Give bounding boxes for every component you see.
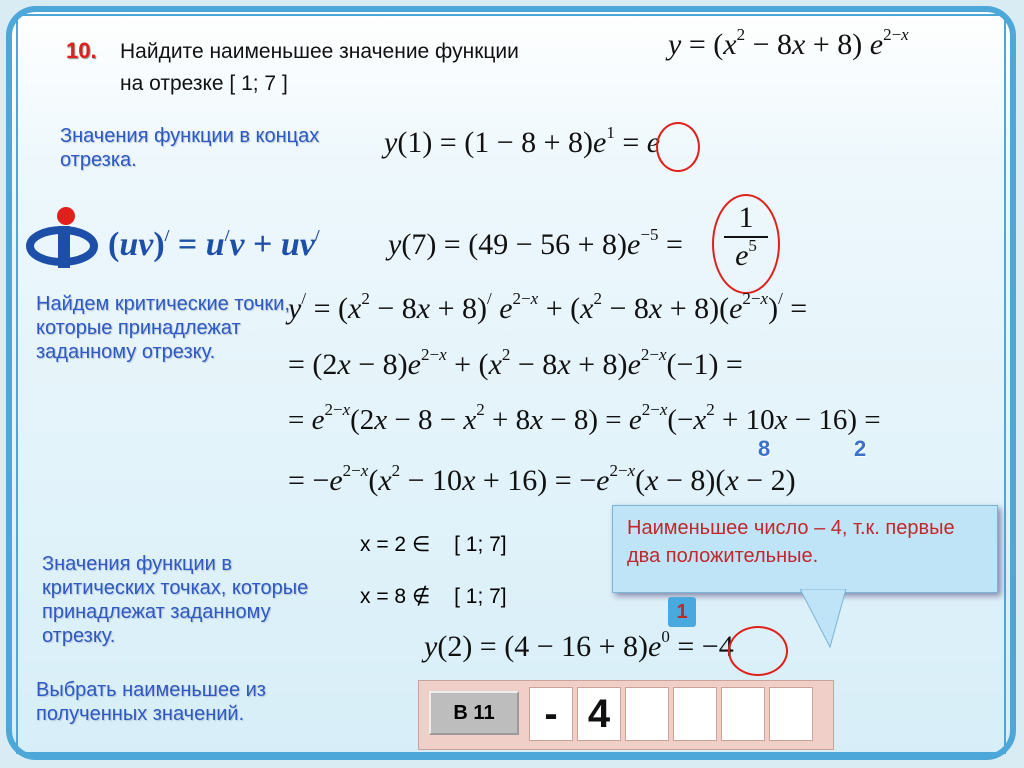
function-formula: $y = (x^2 - 8x + 8)$ $e^{2-x}$: [668, 25, 909, 61]
derivative-line-3: = $e^{2-x}(2x - 8 - x^2 + 8x - 8) = e^{2-x}(-x^2 + 10x - 16)$ =: [288, 400, 881, 436]
x8-label: x = 8: [360, 585, 407, 608]
answer-box: [418, 680, 834, 750]
answer-code: В 11: [429, 691, 519, 735]
derivative-line-4: = $-e^{2-x}(x^2 - 10x + 16) = -e^{2-x}(x - 8)(x - 2)$: [288, 461, 796, 497]
answer-cell-4[interactable]: [673, 687, 717, 741]
circle-y2: [728, 626, 788, 676]
task-line-1: Найдите наименьшее значение функции: [120, 40, 519, 63]
callout-pointer: [800, 589, 850, 649]
fraction-1-e5: 1 $e^5$: [724, 200, 768, 274]
root-marker-2: 2: [854, 436, 867, 461]
callout-box: [612, 505, 998, 593]
derivative-line-2: = $(2x - 8)e^{2-x} + (x^2 - 8x + 8)e^{2-x}(-1)$ =: [288, 345, 743, 381]
critical-point-8: x = 8 ∉ [ 1; 7]: [360, 585, 507, 608]
label-endpoints: Значения функции в концах отрезка.: [60, 125, 320, 171]
answer-cell-5[interactable]: [721, 687, 765, 741]
answer-cell-2[interactable]: 4: [577, 687, 621, 741]
answer-cell-3[interactable]: [625, 687, 669, 741]
info-icon: [26, 204, 106, 276]
circle-y7: [712, 194, 780, 294]
segment-label-1: [ 1; 7]: [454, 533, 507, 556]
segment-label-2: [ 1; 7]: [454, 585, 507, 608]
formula-y1: $y(1) = (1 - 8 + 8)e^1 = e$: [384, 123, 661, 159]
callout-text: Наименьшее число – 4, т.к. первые два положительные.: [627, 517, 955, 567]
product-rule: (uv)/ = u/v + uv/: [108, 226, 320, 263]
formula-y2: $y(2) = (4 - 16 + 8)e^0 = -4$: [424, 627, 734, 663]
critical-point-2: x = 2 ∈ [ 1; 7]: [360, 533, 507, 556]
task-line-2: на отрезке [ 1; 7 ]: [120, 72, 288, 95]
answer-cell-6[interactable]: [769, 687, 813, 741]
label-choose: Выбрать наименьшее из полученных значений.: [36, 679, 266, 725]
marker-1-badge: 1: [668, 597, 696, 627]
label-critical: Найдем критические точки, которые принадлежат заданному отрезку.: [36, 293, 290, 363]
circle-y1: [656, 122, 700, 172]
x2-label: x = 2: [360, 533, 407, 556]
answer-cell-1[interactable]: -: [529, 687, 573, 741]
formula-y7: $y(7) = (49 - 56 + 8)e^{-5}$ =: [388, 225, 683, 261]
root-marker-8: 8: [758, 436, 771, 461]
derivative-line-1: $y^/ = (x^2 - 8x + 8)^/$ $e^{2-x} + (x^2 - 8x + 8)(e^{2-x})^/$ =: [288, 289, 808, 325]
task-number: 10.: [66, 38, 97, 63]
label-critical-values: Значения функции в критических точках, которые принадлежат заданному отрезку.: [42, 553, 309, 647]
